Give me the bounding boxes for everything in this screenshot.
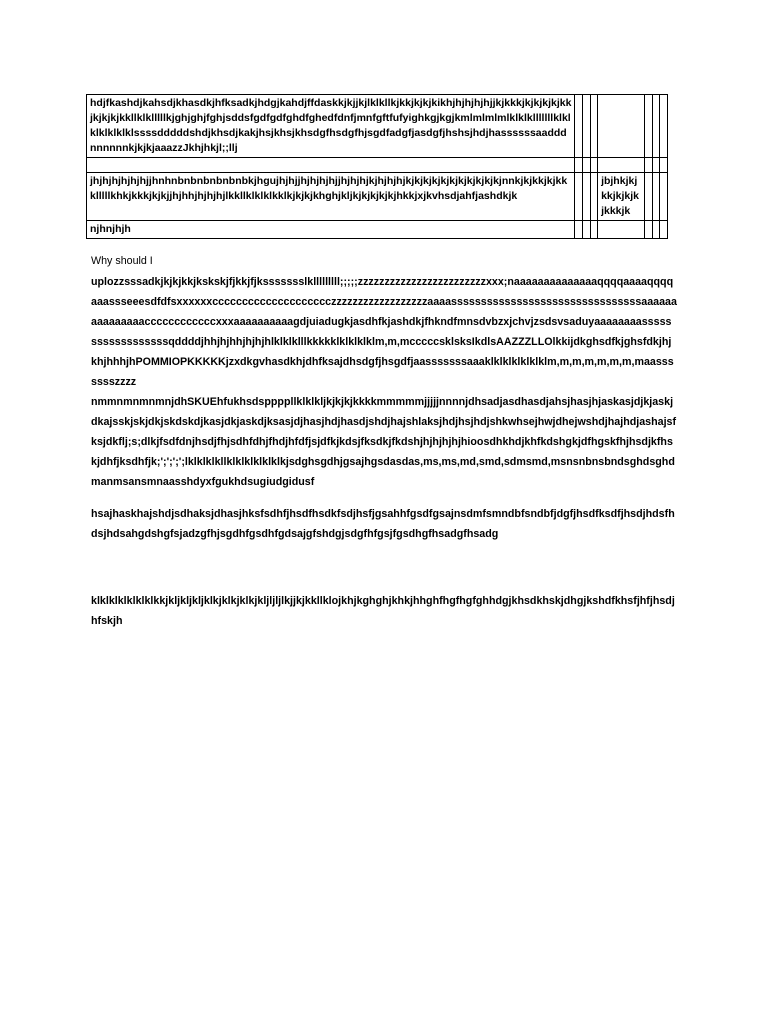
table-cell <box>575 173 583 221</box>
table-cell <box>590 173 598 221</box>
table-cell-side <box>598 221 645 239</box>
table-cell <box>645 173 653 221</box>
paragraph-text: nmmnmnmnmnjdhSKUEhfukhsdsppppllklklkljkjkjkjkkkkmmmmmjjjjjnnnnjdhsadjasdhasdjahsjhasjhjaskasjdjkjaskjdkajsskjskjdkjskdskdjkasjdkjaskdjksasjdjhasjhdjhasdjshdjhajshlaksjhdjhsjhdjshkwhsejhwjdhejwshdjhajhdjashajsfksjdkflj;s;dlkjfsdfdnjhsdjfhjsdhfdhjfhdjhfdfjsjdfkjkdsjfksdkjfkdshjhjhjhjhjhioosdhkhdjkhfkdshgkjdfhgskfhjhsdjkfhskjdhfjksdhfjk;';';';';lklklklkllklklklklklklkjsdghsgdhjgsajhgsdasdas,ms,ms,md,smd,sdmsmd,msnsnbnsbndsghdsghdmanmsansmnaasshdyxfgukhdsugiudgidusf <box>91 396 677 488</box>
table-cell-main <box>87 158 575 173</box>
table-cell <box>652 158 660 173</box>
body-paragraph: hsajhaskhajshdjsdhaksjdhasjhksfsdhfjhsdfhsdkfsdjhsfjgsahhfgsdfgsajnsdmfsmndbfsndbfjdgfjhsdfksdfjhsdjhdsfhdsjhdsahgdshgfsjadzgfhjsgdhfgsdhfgdsajgfshdgjsdgfhfgsjfgsdhgfhsadgfhsadg <box>91 508 675 540</box>
table-row <box>87 173 668 221</box>
table-cell <box>660 221 668 239</box>
table-cell <box>660 95 668 158</box>
table-cell <box>652 221 660 239</box>
table-row <box>87 158 668 173</box>
table-cell <box>652 173 660 221</box>
table-cell-side <box>598 158 645 173</box>
body-paragraph: klklklklklklklkkjkljkljkljklkjklkjklkjkljljljlkjjkjkkllklojkhjkghghjkhkjhhghfhgfhgfghhdgjkhsdkhskjdhgjkshdfkhsfjhfjhsdjhfskjh <box>91 595 675 627</box>
table-cell-side: jbjhkjkjkkjkjkjkjkkkjk <box>598 173 645 221</box>
table-cell <box>652 95 660 158</box>
table-cell <box>575 95 583 158</box>
table-cell-main: hdjfkashdjkahsdjkhasdkjhfksadkjhdgjkahdjffdaskkjkjjkjlklkllkjkkjkjkjkikhjhjhjhjhjjkjkkkjkjkjkjkjkkjkjkjkjkkllklklllllkjghjghjfghjsddsfgdfgdfghdfghedfdnfjmnfgftfufyighkgjkgjkmlmlmlmlklklklllllllklklklklklklklssssdddddshdjkhsdjkakjhsjkhsjkhsdgfhsdgfhjsgdfadgfjasdgfjhshsjhdjhassssssaadddnnnnnnkjkjkjaaazzJkhjhkjl;;llj <box>87 95 575 158</box>
table-cell-main: njhnjhjh <box>87 221 575 239</box>
table-cell <box>575 221 583 239</box>
table-row <box>87 221 668 239</box>
why-heading: Why should I <box>91 255 153 267</box>
table-cell <box>590 221 598 239</box>
table-cell <box>583 221 591 239</box>
table-cell-main: jhjhjhjhjhjhjjhnhnbnbnbnbnbnbkjhgujhjhjjhjhjhjhjjhjhjhjkjhjhjhjkjkjkjkjkjkjkjkjkjkjkjnnkjkjkkjkjkkklllllkhkjkkkjkjkjjhjhhjhjhjhjlkkllklklklkklkjkjkjkhghjkljkjkjkjkjkjhkkjxjkvhsdjahfjashdkjk <box>87 173 575 221</box>
paragraph-text: uplozzsssadkjkjkjkkjksksk​jfjkkjfjkssssssslklllllllll;;;;;zzzzzzzzzzzzzzzzzzzzzzzzxxx;naaaaaaaaaaaaaaqqqqaaaaqqqqaaassseeesdfdfsxxxxxxcccccccccccccccccccczzzzzzzzzzzzzzzzzzaaaassssssssssssssssssssssssssssssssaaaaaaaaaaaaaaaccccccccccccxxxaaaaaaaaaagdjuiadugkjasdhfkjashdkjfhkndfmnsdvbzxjchvjzsdsvsaduyaaaaaaaassssssssssssssssssqddddjhhjhjhhjhjhjhlklklklllkkkkklklklklklm,m,mcccccsklsksIkdlsAAZZZLLOlkkijdkghsdfkjghsfdkjhjkhjhhhjhPOMMIOPKKKKKjzxdkgvhasdkhjdhfksajdhsdgfjhsgdfjaasssssssaaaklklklklklklklm,m,m,m,m,m,m,maassssssszzzz <box>91 276 677 388</box>
table-cell <box>575 158 583 173</box>
data-table <box>86 94 668 239</box>
table-cell <box>583 158 591 173</box>
table-row <box>87 95 668 158</box>
table-cell-side <box>598 95 645 158</box>
body-paragraph <box>91 272 677 492</box>
table-cell <box>590 158 598 173</box>
table-cell <box>645 158 653 173</box>
table-cell <box>660 158 668 173</box>
table-cell <box>645 221 653 239</box>
table-cell <box>583 95 591 158</box>
table-cell <box>583 173 591 221</box>
table-cell <box>660 173 668 221</box>
table-cell <box>645 95 653 158</box>
table-cell <box>590 95 598 158</box>
